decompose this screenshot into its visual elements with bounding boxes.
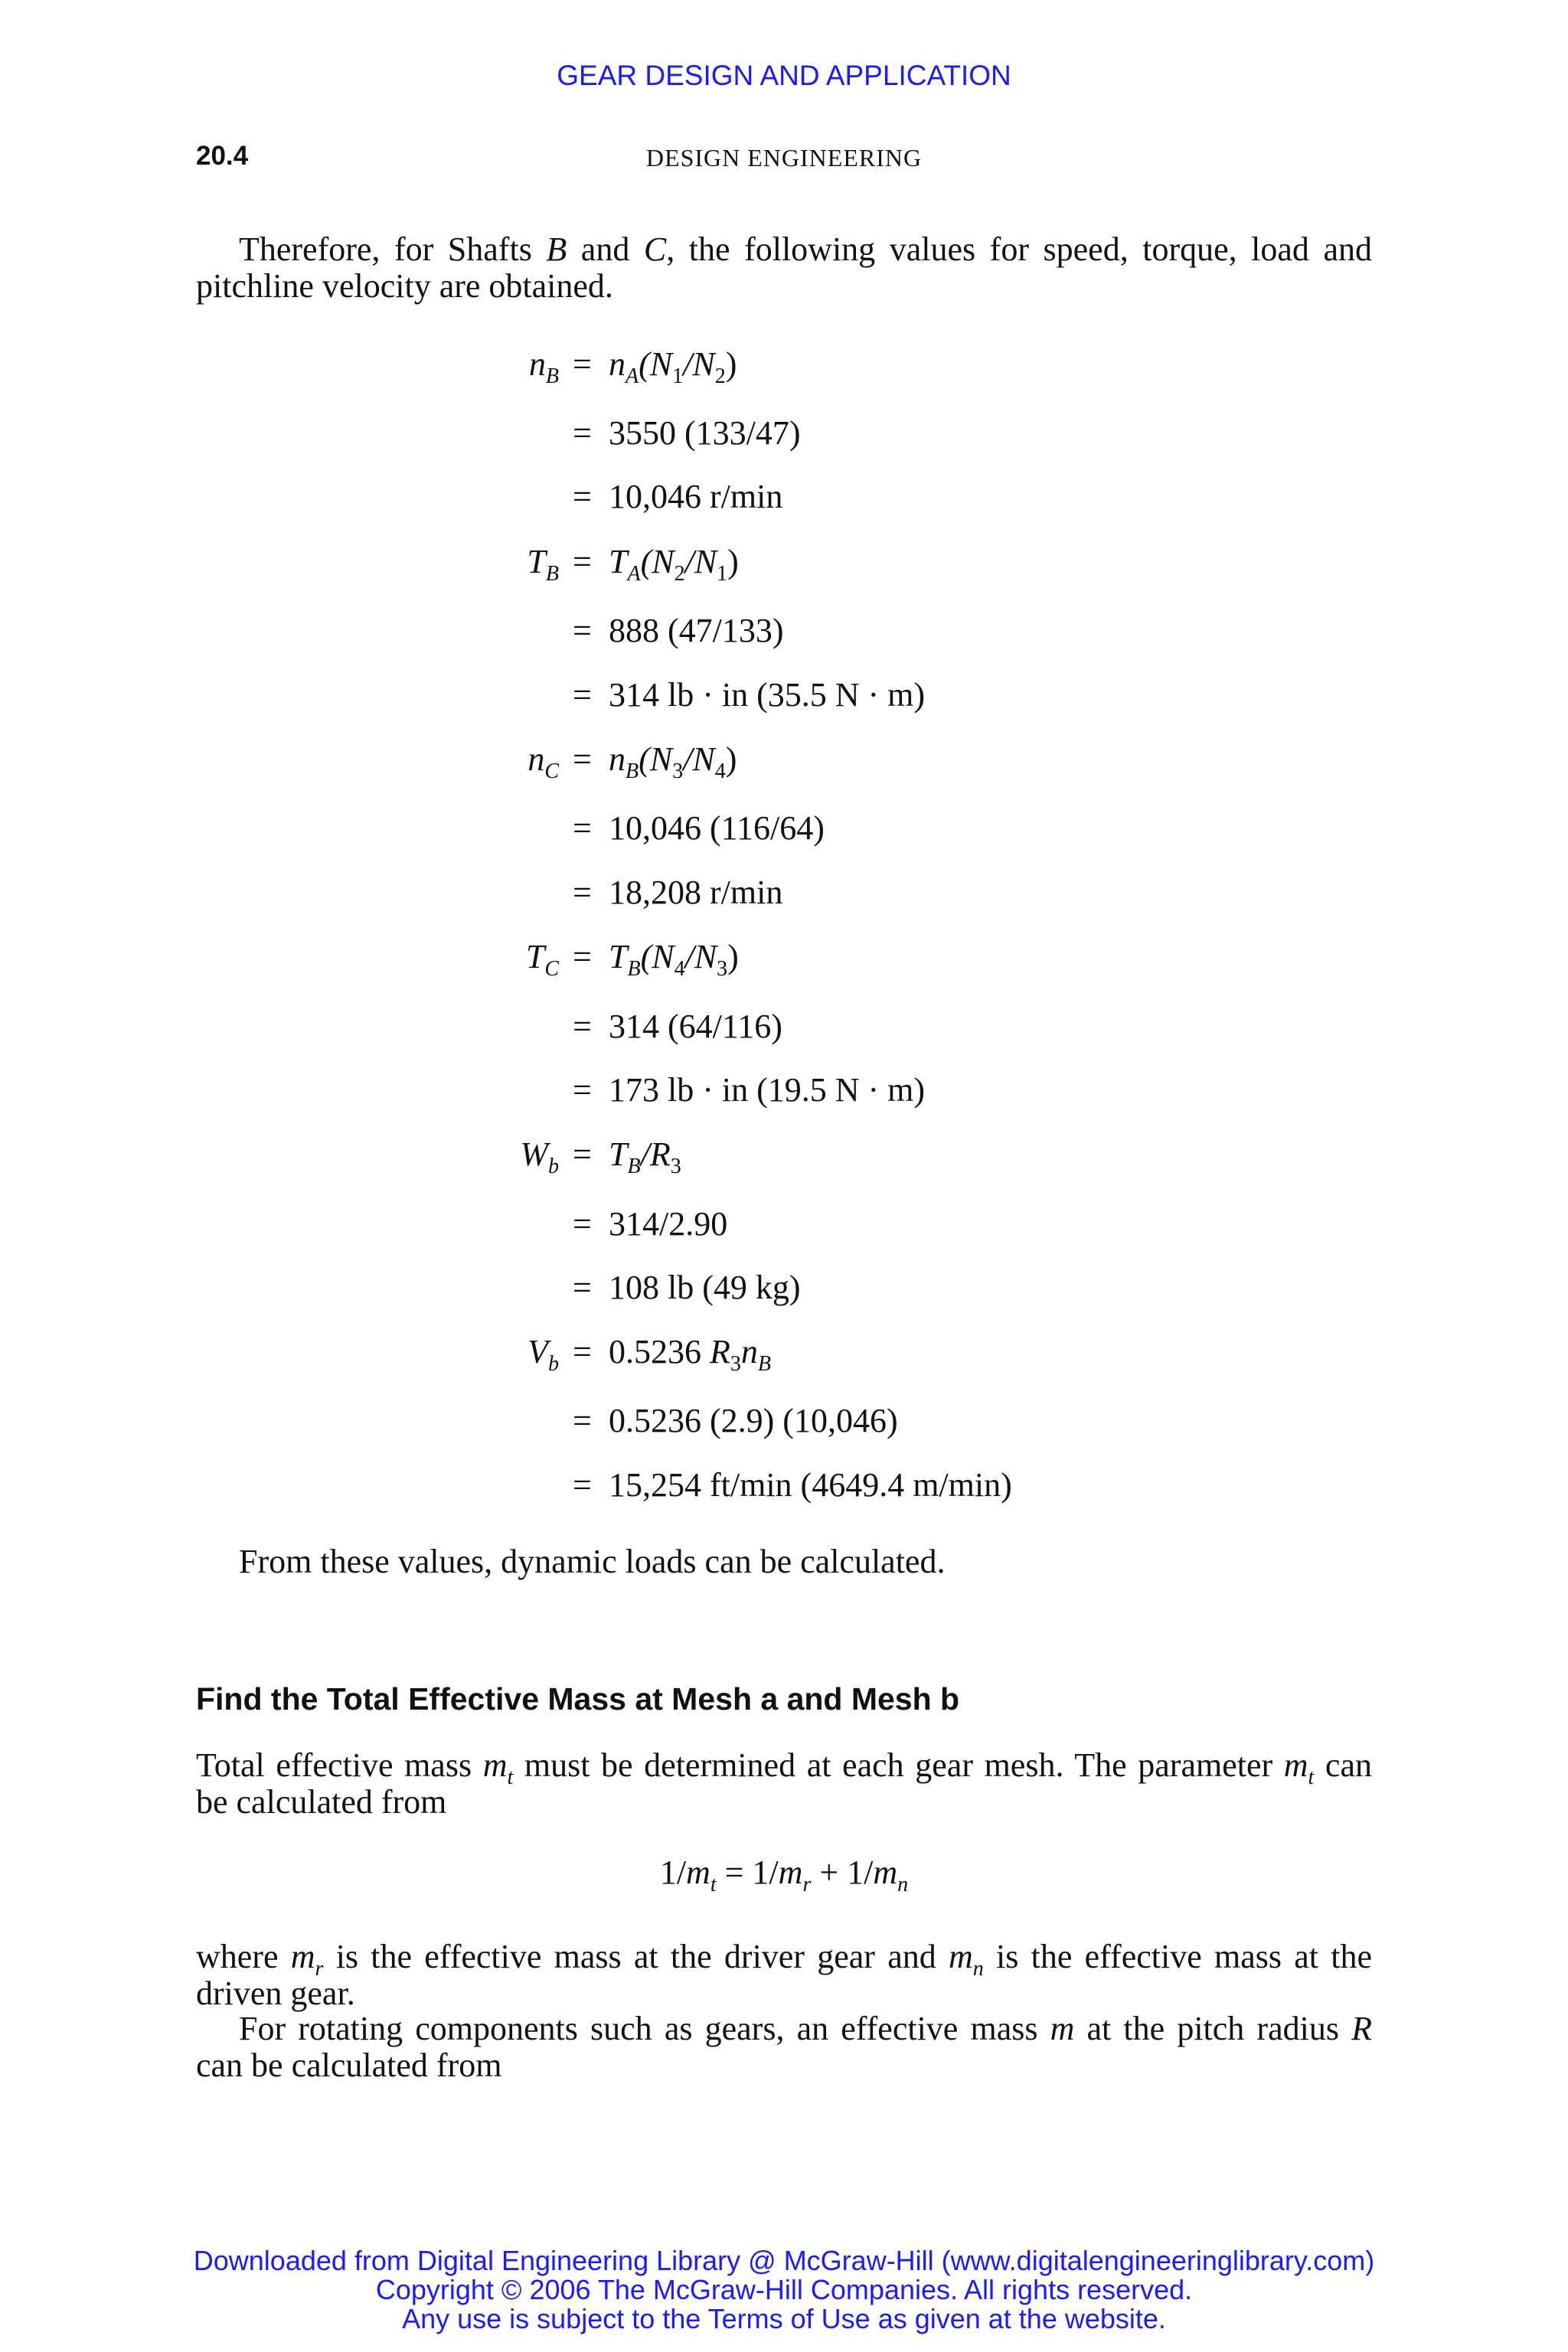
effective-mass-equation: $1/m_t = 1/m_r + 1/m_n$ — [659, 1854, 909, 1896]
section-heading: Find the Total Effective Mass at Mesh a and Mesh b — [196, 1681, 960, 1717]
summary-sentence: From these values, dynamic loads can be calculated. — [239, 1543, 946, 1580]
running-head: DESIGN ENGINEERING — [645, 144, 923, 172]
effective-mass-paragraph: Total effective mass $m_t$ must be determined at each gear mesh. The parameter $m_t$ can be calculated from — [196, 1746, 1372, 1821]
footer-terms[interactable]: Any use is subject to the Terms of Use as given at the website. — [402, 2303, 1166, 2334]
definition-paragraph: where $m_r$ is the effective mass at the driver gear and $m_n$ is the effective mass at the driven gear. — [196, 1938, 1373, 2012]
rotating-components-paragraph: For rotating components such as gears, an effective mass m at the pitch radius R can be calculated from — [196, 2010, 1372, 2084]
intro-paragraph: Therefore, for Shafts B and C, the following values for speed, torque, load and pitchline velocity are obtained. — [196, 230, 1373, 305]
page-number: 20.4 — [196, 141, 249, 171]
footer-download-link[interactable]: Downloaded from Digital Engineering Library @ McGraw-Hill (www.digitalengineeringlibrary.com) — [193, 2245, 1375, 2276]
footer-copyright: Copyright © 2006 The McGraw-Hill Companies. All rights reserved. — [375, 2274, 1193, 2305]
book-title-banner: GEAR DESIGN AND APPLICATION — [557, 60, 1011, 91]
